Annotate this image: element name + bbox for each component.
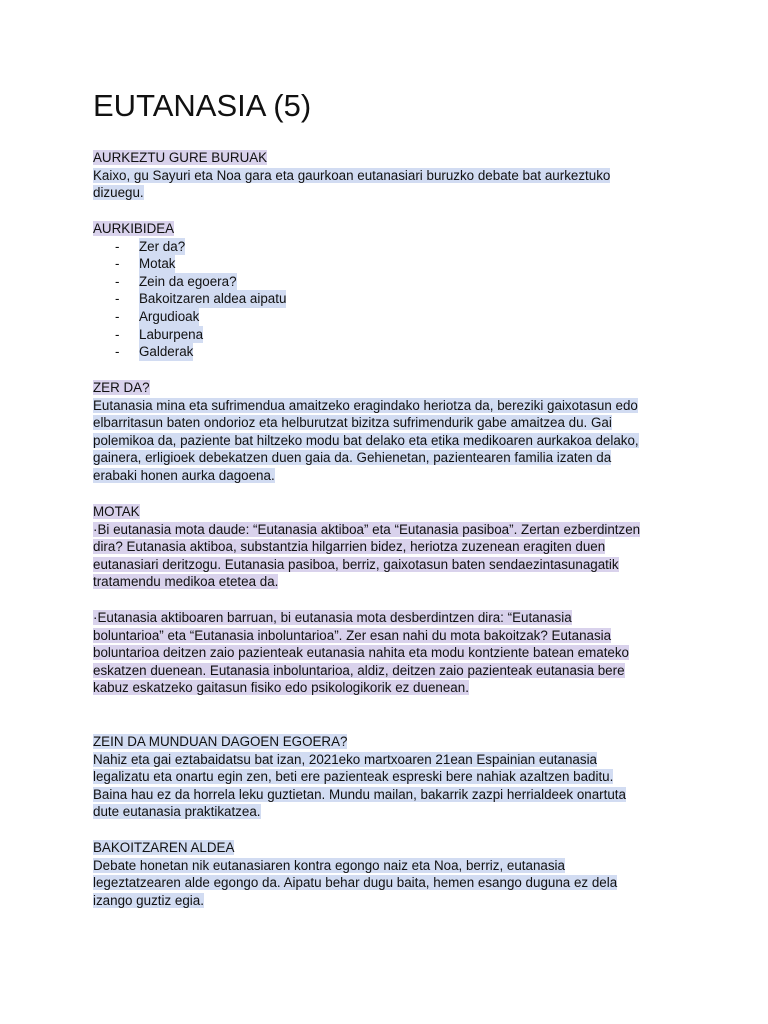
types-section	[93, 503, 683, 591]
types-para1-line: ·Bi eutanasia mota daude: “Eutanasia aktiboa” eta “Eutanasia pasiboa”. Zertan ezberdintzen	[93, 521, 641, 537]
dash-bullet: -	[115, 238, 120, 254]
types-heading: MOTAK	[93, 504, 140, 519]
list-item	[93, 255, 683, 273]
what-line: polemikoa da, paziente bat hiltzeko modu bat delako eta etika medikoaren aurkakoa delako,	[93, 432, 639, 448]
sides-heading: BAKOITZAREN ALDEA	[93, 840, 235, 855]
list-item	[93, 308, 683, 326]
dash-bullet: -	[115, 308, 120, 324]
what-line: gainera, erligioek debekatzen duen gaia da. Gehienetan, pazientearen familia izaten da	[93, 450, 612, 466]
list-item	[93, 273, 683, 291]
types-para1-line: tratamendu medikoa etetea da.	[93, 574, 279, 590]
list-item	[93, 343, 683, 361]
what-line: elbarritasun baten ondorioz eta helburutzat bizitza sufrimendurik gabe amaitzea du. Gai	[93, 415, 612, 431]
types-para1-line: dira? Eutanasia aktiboa, substantzia hilgarrien bidez, heriotza zuzenean eragiten duen	[93, 539, 606, 555]
situation-section	[93, 733, 683, 821]
what-heading: ZER DA?	[93, 380, 150, 395]
dash-bullet: -	[115, 326, 120, 342]
what-line: Eutanasia mina eta sufrimendua amaitzeko eragindako heriotza da, bereziki gaixotasun edo	[93, 397, 638, 413]
sides-line: legeztatzearen alde egongo da. Aipatu behar dugu baita, hemen esango duguna ez dela	[93, 875, 618, 891]
intro-line: dizuegu.	[93, 185, 144, 201]
types-section-2	[93, 609, 683, 697]
index-section	[93, 220, 683, 361]
types-para2-line: kabuz eskatzeko gaitasun fisiko edo psikologikorik ez duenean.	[93, 680, 469, 696]
list-item	[93, 290, 683, 308]
types-para2-line: boluntarioa” eta “Eutanasia inboluntarioa”. Zer esan nahi du mota bakoitzak? Eutanasia	[93, 627, 612, 643]
list-item-label: Zein da egoera?	[139, 273, 237, 289]
sides-line: izango guztiz egia.	[93, 892, 204, 908]
intro-line: Kaixo, gu Sayuri eta Noa gara eta gaurkoan eutanasiari buruzko debate bat aurkeztuko	[93, 167, 611, 183]
dash-bullet: -	[115, 256, 120, 272]
list-item-label: Laburpena	[139, 326, 204, 342]
list-item-label: Motak	[139, 256, 176, 272]
sides-section	[93, 839, 683, 909]
dash-bullet: -	[115, 291, 120, 307]
types-para2-line: eskatzen duenean. Eutanasia inboluntarioa, aldiz, deitzen zaio pazienteak eutanasia bere	[93, 662, 625, 678]
situation-line: dute eutanasia praktikatzea.	[93, 804, 261, 820]
document-title: EUTANASIA (5)	[93, 88, 312, 123]
list-item	[93, 238, 683, 256]
dash-bullet: -	[115, 273, 120, 289]
situation-line: legalizatu eta onartu egin zen, beti ere pazienteak espreski bere nahiak azaltzen baditu.	[93, 769, 614, 785]
situation-line: Baina hau ez da horrela leku guztietan. Mundu mailan, bakarrik zazpi herrialdeek onartuta	[93, 786, 626, 802]
dash-bullet: -	[115, 344, 120, 360]
list-item	[93, 326, 683, 344]
sides-line: Debate honetan nik eutanasiaren kontra egongo naiz eta Noa, berriz, eutanasia	[93, 857, 565, 873]
list-item-label: Zer da?	[139, 238, 186, 254]
types-para2-line: boluntarioa deitzen zaio pazienteak eutanasia nahita eta modu kontziente batean emateko	[93, 645, 630, 661]
what-line: erabaki honen aurka dagoena.	[93, 467, 275, 483]
what-section	[93, 379, 683, 485]
situation-line: Nahiz eta gai eztabaidatsu bat izan, 2021eko martxoaren 21ean Espainian eutanasia	[93, 751, 597, 767]
situation-heading: ZEIN DA MUNDUAN DAGOEN EGOERA?	[93, 734, 348, 749]
intro-heading: AURKEZTU GURE BURUAK	[93, 150, 268, 165]
list-item-label: Argudioak	[139, 308, 200, 324]
types-para1-line: eutanasiari deritzogu. Eutanasia pasiboa, berriz, gaixotasun baten sendaezintasunagatik	[93, 556, 619, 572]
types-para2-line: ·Eutanasia aktiboaren barruan, bi eutanasia mota desberdintzen dira: “Eutanasia	[93, 610, 572, 625]
list-item-label: Bakoitzaren aldea aipatu	[139, 291, 287, 307]
index-heading: AURKIBIDEA	[93, 221, 175, 236]
intro-section	[93, 149, 683, 202]
index-list	[93, 238, 683, 361]
list-item-label: Galderak	[139, 344, 194, 360]
